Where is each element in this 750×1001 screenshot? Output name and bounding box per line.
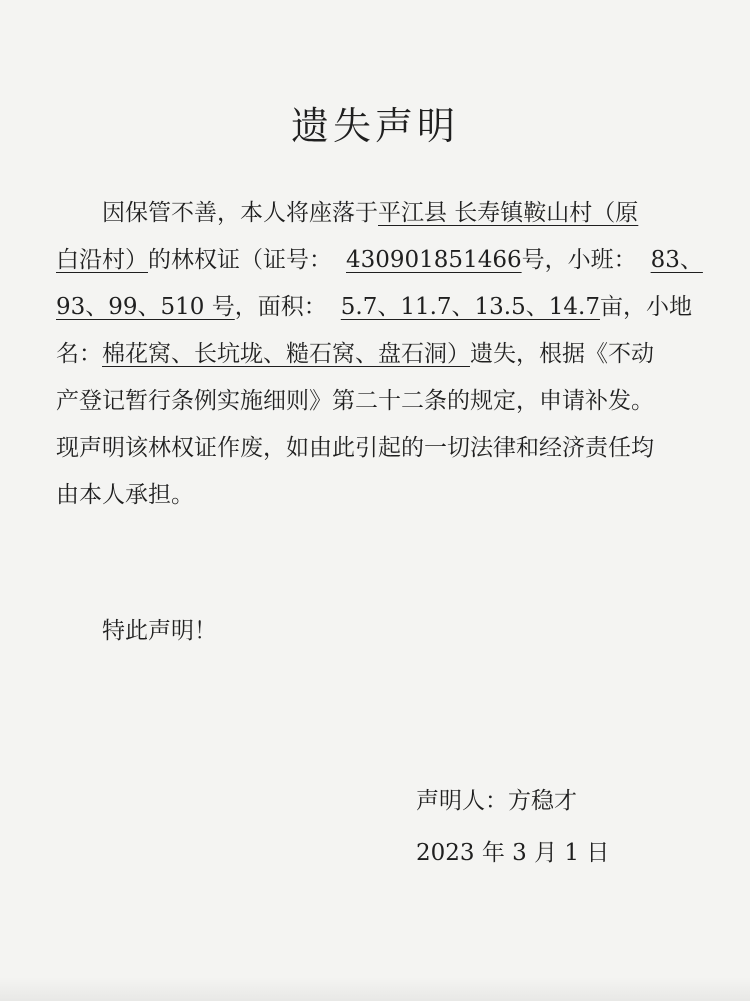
area-values: 5.7、11.7、13.5、14.7 xyxy=(340,294,600,320)
paragraph-1-line-2 xyxy=(56,237,710,284)
paragraph-1-line-1 xyxy=(56,190,710,237)
paragraph-2-line-2: 由本人承担。 xyxy=(56,482,194,508)
location-text: 平江县 长寿镇鞍山村（原 xyxy=(378,200,639,226)
subcompartment-numbers-end: 93、99、510 号 xyxy=(56,294,235,320)
text-segment: 名： xyxy=(56,341,102,367)
text-segment: 遗失，根据《不动 xyxy=(470,341,654,367)
signature-block xyxy=(416,775,609,879)
scan-shadow xyxy=(0,977,750,1001)
certificate-number: 430901851466 xyxy=(346,247,522,273)
statement-body xyxy=(56,190,710,519)
text-segment: 号，小班： xyxy=(521,247,637,273)
document-title: 遗失声明 xyxy=(290,104,459,149)
subcompartment-numbers-start: 83、 xyxy=(650,247,703,273)
place-names: 棉花窝、长坑垅、糙石窝、盘石洞） xyxy=(102,341,470,367)
closing-statement: 特此声明！ xyxy=(102,618,217,644)
text-segment: 的林权证（证号： xyxy=(148,247,332,273)
paragraph-1-line-3 xyxy=(56,284,710,331)
text-segment: ，面积： xyxy=(234,294,327,320)
declarant-name: 声明人：方稳才 xyxy=(416,788,577,814)
text-segment: 因保管不善，本人将座落于 xyxy=(102,200,378,226)
declaration-date: 2023 年 3 月 1 日 xyxy=(416,840,610,866)
former-village-text: 白沿村） xyxy=(56,247,148,273)
text-segment: 亩，小地 xyxy=(599,294,692,320)
paragraph-1-line-4 xyxy=(56,331,710,378)
paragraph-1-line-5: 产登记暂行条例实施细则》第二十二条的规定，申请补发。 xyxy=(56,388,654,414)
paragraph-2-line-1: 现声明该林权证作废，如由此引起的一切法律和经济责任均 xyxy=(56,435,654,461)
